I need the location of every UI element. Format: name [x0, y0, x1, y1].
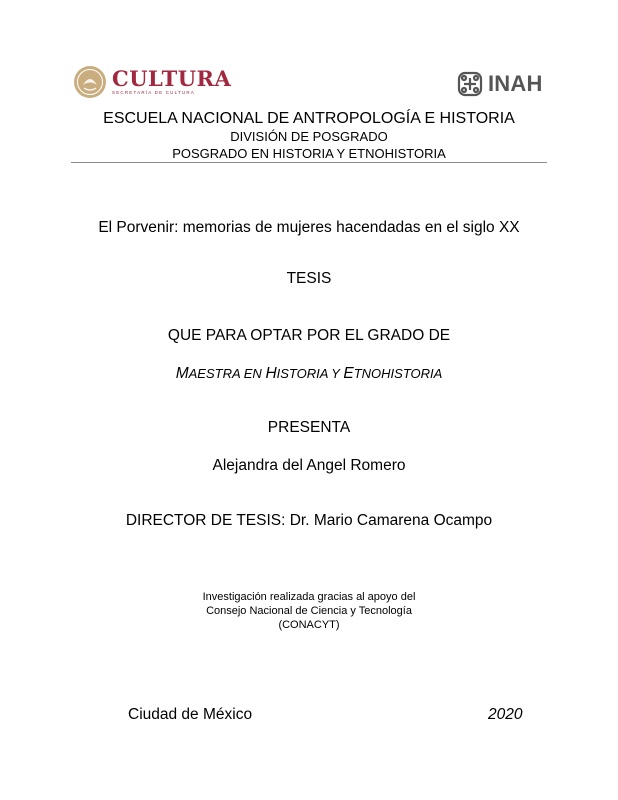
author-name: Alejandra del Angel Romero: [212, 457, 406, 474]
cultura-logo: [73, 64, 231, 100]
degree-name: MAESTRA EN HISTORIA Y ETNOHISTORIA: [175, 365, 443, 382]
mexico-seal-icon: [73, 65, 107, 99]
presents-label: PRESENTA: [267, 419, 351, 436]
year: 2020: [488, 706, 523, 723]
inah-wordmark: INAH: [488, 71, 543, 96]
division-name: DIVISIÓN DE POSGRADO: [230, 129, 388, 144]
thesis-director: DIRECTOR DE TESIS: Dr. Mario Camarena Ocampo: [125, 512, 493, 529]
program-name: POSGRADO EN HISTORIA Y ETNOHISTORIA: [172, 146, 446, 161]
inah-emblem-icon: [455, 69, 485, 99]
thesis-label: TESIS: [286, 270, 332, 287]
city: Ciudad de México: [128, 706, 253, 723]
cultura-wordmark: CULTURA: [112, 66, 232, 91]
degree-intro: QUE PARA OPTAR POR EL GRADO DE: [167, 327, 451, 344]
cultura-subtitle: SECRETARÍA DE CULTURA: [112, 90, 196, 95]
header-divider: [71, 162, 547, 163]
inah-logo: [455, 68, 543, 100]
acknowledgement-line-2: Consejo Nacional de Ciencia y Tecnología: [206, 605, 412, 617]
thesis-title: El Porvenir: memorias de mujeres hacendadas en el siglo XX: [98, 219, 520, 236]
acknowledgement-line-1: Investigación realizada gracias al apoyo del: [202, 591, 416, 603]
school-name: ESCUELA NACIONAL DE ANTROPOLOGÍA E HISTORIA: [103, 110, 515, 127]
acknowledgement-line-3: (CONACYT): [278, 619, 340, 631]
